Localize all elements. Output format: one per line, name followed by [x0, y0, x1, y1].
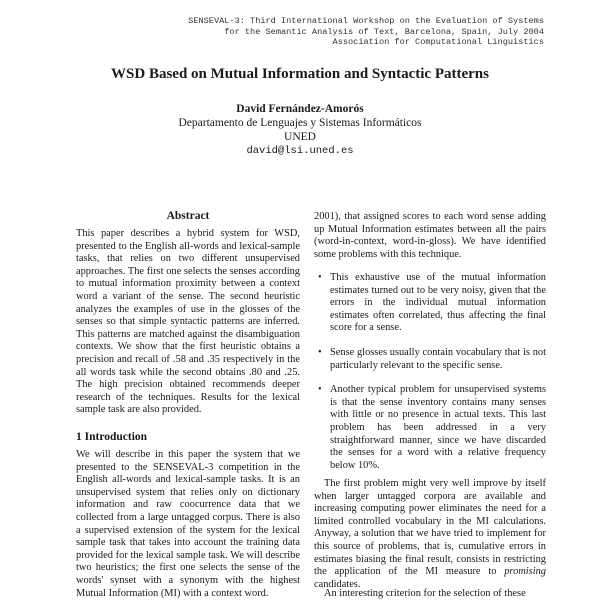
conference-header — [188, 16, 544, 48]
header-line-2: for the Semantic Analysis of Text, Barcelona, Spain, July 2004 — [224, 26, 544, 37]
bullet-icon: • — [318, 272, 322, 283]
author-name: David Fernández-Amorós — [236, 103, 364, 115]
right-paragraph-1: 2001), that assigned scores to each word sense adding up Mutual Information estimates between all the pairs (word-in-context, word-in-gloss). We have identified some problems with this technique. — [314, 211, 546, 260]
right-paragraph-2-text: The first problem might very well improve by itself when larger untagged corpora are available and increasing computing power eliminates the need for a limited controlled vocabulary in the MI calculations. Anyway, a solution that we have tried to implement for this source of problems, that is, cumulative errors in estimates biasing the final result, consists in restricting the application of the MI measure to — [314, 478, 546, 578]
author-institution: UNED — [284, 131, 316, 143]
list-item — [314, 384, 546, 472]
right-column-paragraph-2 — [314, 478, 546, 591]
author-email: david@lsi.uned.es — [246, 145, 354, 157]
header-line-1: SENSEVAL-3: Third International Workshop on the Evaluation of Systems — [188, 16, 544, 26]
list-item — [314, 272, 546, 335]
problem-list — [314, 272, 546, 484]
list-item-text: Another typical problem for unsupervised systems is that the sense inventory contains many senses with little or no presence in actual texts. This last problem has been addressed in a very straightforward manner, since we have discarded the senses for a word with a relative frequency below 10%. — [330, 384, 546, 471]
right-paragraph-3: An interesting criterion for the selection of these — [324, 588, 526, 599]
paper-title: WSD Based on Mutual Information and Syntactic Patterns — [111, 66, 489, 82]
right-column-paragraph-3 — [314, 588, 546, 601]
right-paragraph-2-end: candidates. — [314, 578, 361, 590]
abstract-text — [76, 228, 300, 417]
list-item — [314, 347, 546, 372]
right-paragraph-2 — [314, 478, 546, 591]
list-item-text: This exhaustive use of the mutual information estimates turned out to be very noisy, given that the errors in the individual mutual information estimates often correlated, thus affecting the final score for a sense. — [330, 272, 546, 334]
header-line-3: Association for Computational Linguistics — [332, 37, 544, 47]
bullet-icon: • — [318, 346, 322, 358]
introduction-paragraph: We will describe in this paper the system that we presented to the SENSEVAL-3 competition in the English all-words and lexical-sample tasks. It is an unsupervised system that relies only on dictionary information and raw coocurrence data that we collected from a large untagged corpus. There is also a supervised extension of the system for the lexical sample task that takes into account the training data provided for the lexical sample task. We will describe two heuristics; the first one selects the sense of the words' synset with a synonym with the highest Mutual Information (MI) with a context word. — [76, 449, 300, 599]
abstract-paragraph: This paper describes a hybrid system for WSD, presented to the English all-words and lexical-sample tasks, that relies on two different unsupervised approaches. The first one selects the senses according to mutual information proximity between a context word a variant of the sense. The second heuristic analyzes the examples of use in the glosses of the senses so that simple syntactic patterns are inferred. This patterns are matched against the disambiguation contexts. We show that the first heuristic obtains a precision and recall of .58 and .35 respectively in the all words task while the second obtains .80 and .25. The high precision obtained recommends deeper research of the techniques. Results for the lexical sample task are also provided. — [76, 228, 300, 416]
introduction-text — [76, 449, 300, 600]
author-block — [0, 102, 600, 158]
emphasis-promising: promising — [504, 566, 546, 578]
bullet-icon: • — [318, 384, 322, 396]
section-heading-introduction: 1 Introduction — [76, 431, 148, 443]
right-column-paragraph-1 — [314, 211, 546, 261]
list-item-text: Sense glosses usually contain vocabulary that is not particularly relevant to the specific sense. — [330, 346, 546, 371]
author-department: Departamento de Lenguajes y Sistemas Informáticos — [178, 117, 422, 129]
abstract-heading: Abstract — [166, 210, 210, 222]
